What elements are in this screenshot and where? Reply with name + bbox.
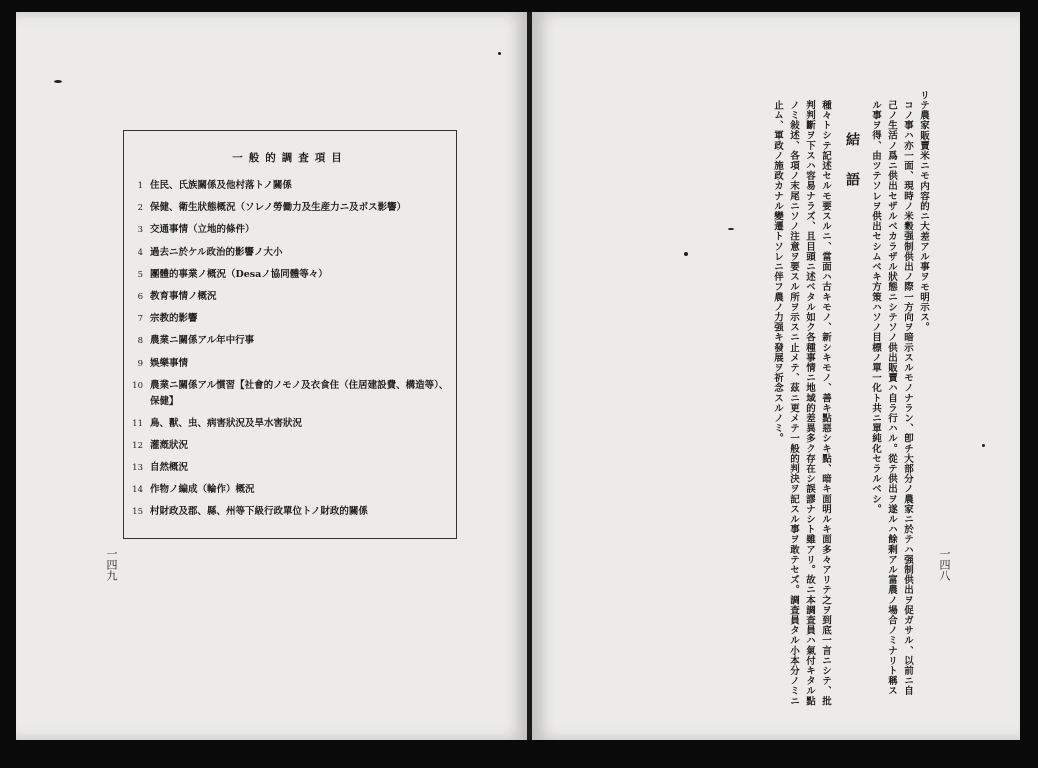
item-text: 住民、氏族關係及他村落トノ關係 [150,180,292,191]
text-column: 判判斷ヲ下スハ容易ナラズ、且目頭ニ述ベタル如ク各種事情ニ地域的差異多ク存在シ誤謬ナシト雖アリ。故ニ本調査員ハ氣付キタル點 [804,100,815,706]
item-number: 7 [137,314,143,325]
text-column: ノミ敍述、各項ノ末尾ニソノ注意ヲ要スル所ヲ示スニ止メテ、茲ニ更メテ一般的判決ヲ記スル事ヲ敢テセズ。調査員タル小本分ノミニ [788,100,799,706]
survey-items-table [123,130,457,539]
item-number: 15 [132,507,143,518]
survey-item [124,264,456,286]
item-number: 2 [137,203,143,214]
survey-item [124,435,456,457]
scan-speck [728,228,734,230]
survey-item [124,375,456,413]
survey-item [124,286,456,308]
right-page [532,12,1020,740]
text-column: 己ノ生活ノ爲ニ供出セザルベカラザル狀態ニシテソノ供出販賣ハ自ラ行ハル。從テ供出ヲ遂ルハ餘剩アル富農ノ場合ノミナリト稱ス [886,100,897,696]
text-column: ル事ヲ得、由ツテソレヲ供出セシムベキ方策ハソノ目標ノ單一化ト共ニ單純化セラルベシ。 [870,100,881,515]
survey-item-list [124,175,456,524]
item-text: 村財政及郡、縣、州等下級行政單位トノ財政的關係 [150,506,368,518]
survey-item [124,479,456,501]
text-column: コノ事ハ亦一面、現時ノ米穀强制供出ノ際一方向ヲ暗示スルモノナラン、卽チ大部分ノ農家ニ於テハ强制供出ヲ促ガサル、以前ニ自 [902,100,913,696]
survey-item [124,330,456,352]
left-page [16,12,528,740]
item-number: 4 [137,247,143,258]
survey-item [124,413,456,435]
item-number: 6 [137,291,143,302]
item-number: 3 [137,225,143,236]
page-number: 一四八 [938,548,951,581]
survey-item [124,197,456,219]
scan-speck [498,52,501,55]
item-text: 自然概況 [150,462,189,474]
item-number: 12 [132,440,143,451]
survey-item [124,501,456,523]
survey-item [124,457,456,479]
item-text: 團體的事業ノ概況（Desaノ協同體等々） [150,268,328,280]
item-text: 農業ニ關係アル慣習【社會的ノモノ及衣食住（住居建設費、構造等）、 [150,379,449,391]
item-text: 灌漑狀況 [150,439,189,451]
text-column: リテ農家販賣米ニモ内容的ニ大差アル事ヲモ明示ス。 [918,90,929,333]
survey-item [124,242,456,264]
item-number: 5 [137,269,143,280]
survey-item [124,219,456,241]
text-column: 止ム、軍政ノ施政カナル變遷トソレニ伴フ農ノ力强キ發展ヲ祈念スルノミ。 [772,100,783,444]
conclusion-heading: 結語 [844,132,860,212]
page-number: 一四九 [105,548,118,581]
item-number: 1 [137,181,143,191]
item-number: 13 [132,463,143,474]
survey-item [124,308,456,330]
scan-speck [982,444,985,447]
item-text: 過去ニ於ケル政治的影響ノ大小 [150,246,283,258]
item-text: 保健、衛生狀態概況（ソレノ勞働力及生産力ニ及ボス影響） [150,202,407,214]
item-number: 11 [132,418,143,429]
item-number: 10 [132,380,143,391]
text-column: 種々トシテ記述セルモ要スルニ、當面ハ古キモノ、新シキモノ、善キ點惡シキ點、暗キ面明ルキ面多々アリテ之ヲ到底一言ニシテ、批 [820,100,831,706]
item-number: 8 [137,336,143,347]
item-text: 教育事情ノ概況 [150,290,217,302]
item-text: 作物ノ編成（輪作）概況 [150,484,255,496]
survey-item [124,175,456,197]
item-text: 鳥、獸、虫、病害狀況及旱水害狀況 [150,417,303,429]
item-number: 14 [132,485,143,496]
scan-speck [684,252,688,256]
item-text: 交通事情（立地的條件） [150,224,255,236]
item-text-continued: 保健】 [150,395,179,407]
item-number: 9 [137,358,143,369]
survey-table-title: 一般的調査項目 [232,152,348,164]
item-text: 農業ニ關係アル年中行事 [150,335,255,347]
item-text: 娛樂事情 [150,357,189,369]
item-text: 宗教的影響 [150,313,198,325]
scan-speck [54,80,62,83]
survey-item [124,353,456,375]
